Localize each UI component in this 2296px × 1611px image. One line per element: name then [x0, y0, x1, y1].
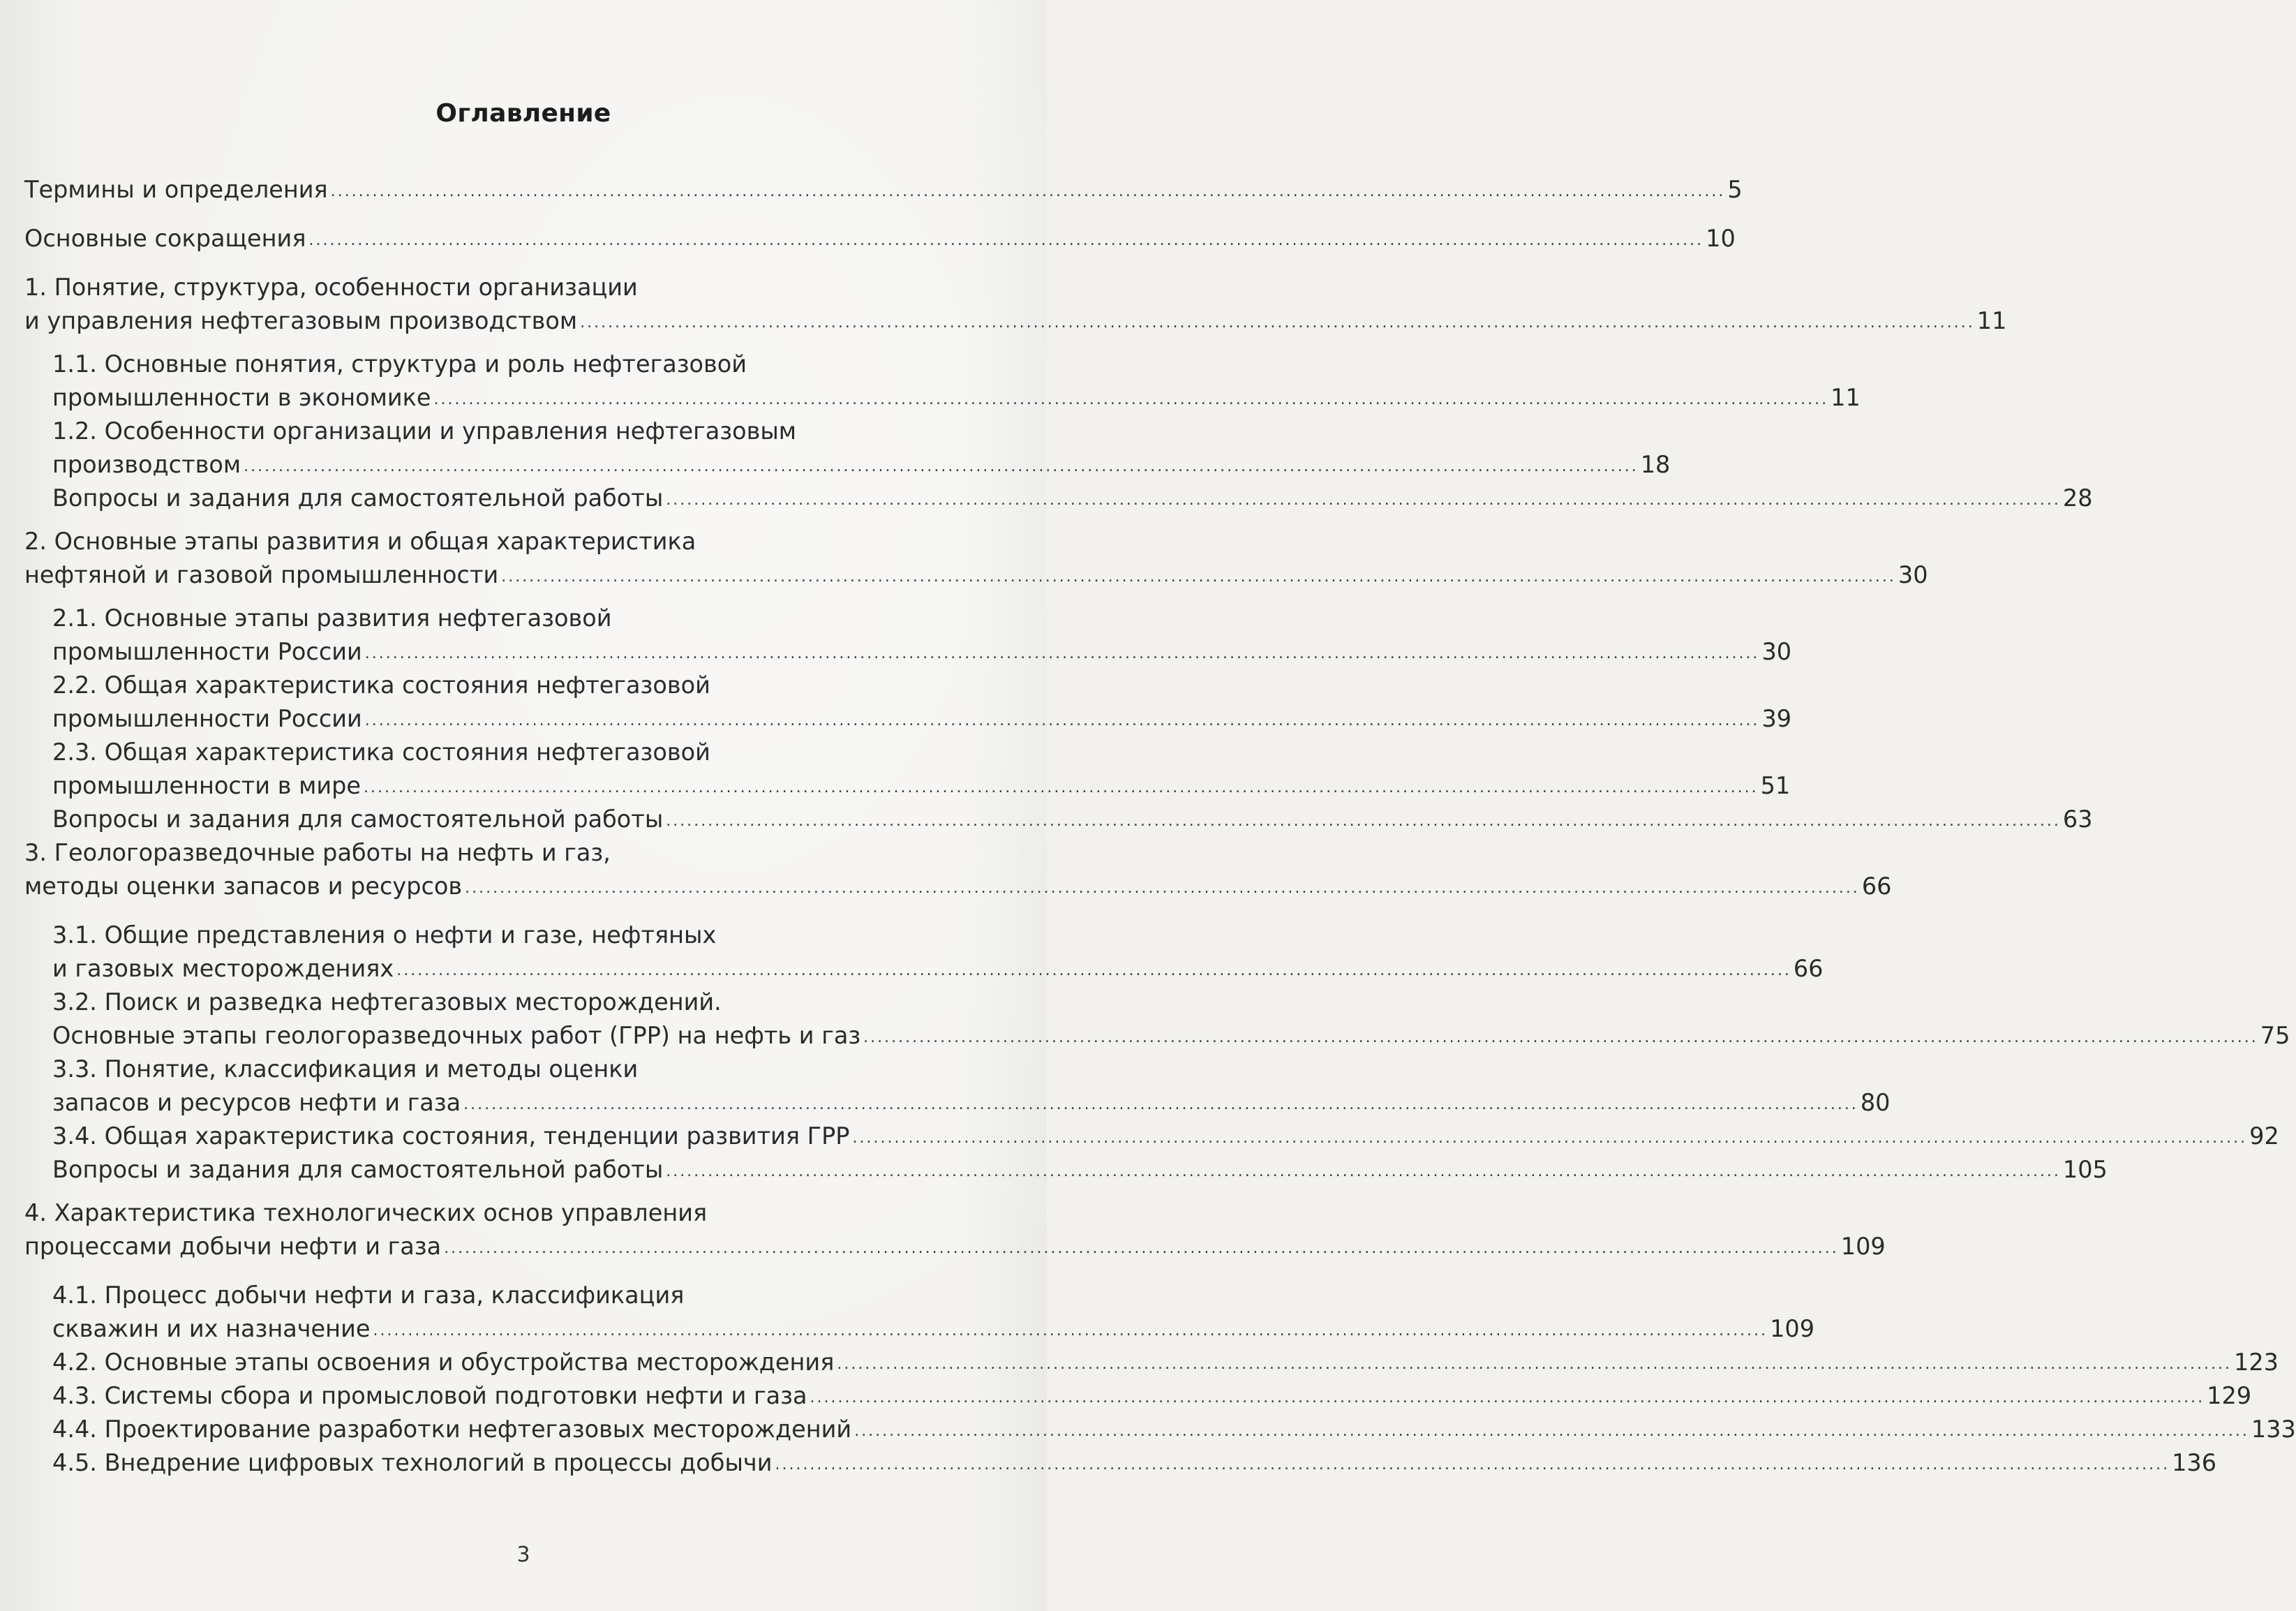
toc-entry-text: 2. Основные этапы развития и общая характеристика — [24, 528, 696, 555]
toc-chapter-4-line-2 — [24, 1230, 1886, 1263]
leader-dots: ........................................................................................................................................................................................................ — [863, 1029, 2258, 1046]
toc-page-number: 109 — [1840, 1233, 1886, 1260]
leader-dots: ........................................................................................................................................................................................................ — [465, 879, 1860, 897]
toc-page-number: 39 — [1761, 705, 1792, 732]
toc-entry-text: Основные этапы геологоразведочных работ (ГРР) на нефть и газ — [52, 1022, 861, 1049]
toc-entry-abbreviations — [24, 222, 1736, 255]
toc-entry-text: 2.2. Общая характеристика состояния нефтегазовой — [52, 671, 710, 699]
toc-page-number: 123 — [2234, 1349, 2279, 1376]
toc-entry-text: промышленности в экономике — [52, 384, 431, 411]
toc-chapter-3-line-1 — [24, 836, 987, 870]
toc-page-number: 28 — [2062, 484, 2093, 512]
leader-dots: ........................................................................................................................................................................................................ — [666, 812, 2061, 830]
toc-section-4-1-line-1 — [24, 1279, 987, 1312]
toc-section-4-5 — [24, 1446, 2217, 1480]
toc-chapter-4-line-1 — [24, 1196, 987, 1230]
toc-entry-text: 4. Характеристика технологических основ управления — [24, 1199, 708, 1226]
toc-entry-text: 1.1. Основные понятия, структура и роль нефтегазовой — [52, 350, 747, 378]
toc-section-3-1-line-1 — [24, 919, 987, 952]
toc-page-number: 18 — [1640, 451, 1671, 478]
toc-section-3-4 — [24, 1120, 2279, 1153]
leader-dots: ........................................................................................................................................................................................................ — [837, 1356, 2232, 1373]
leader-dots: ........................................................................................................................................................................................................ — [810, 1389, 2205, 1406]
toc-section-2-1-line-1 — [24, 602, 987, 635]
toc-entry-text: Вопросы и задания для самостоятельной работы — [52, 1156, 664, 1183]
toc-section-2-3-line-2 — [24, 769, 1791, 803]
toc-section-3-2-line-1 — [24, 986, 987, 1019]
toc-entry-text: 2.3. Общая характеристика состояния нефтегазовой — [52, 738, 710, 766]
toc-entry-text: 3.4. Общая характеристика состояния, тенденции развития ГРР — [52, 1122, 850, 1150]
toc-entry-text: процессами добычи нефти и газа — [24, 1233, 442, 1260]
toc-section-1-2-line-1 — [24, 415, 987, 448]
toc-entry-text: нефтяной и газовой промышленности — [24, 561, 499, 588]
leader-dots: ........................................................................................................................................................................................................ — [444, 1240, 1839, 1257]
toc-section-4-3 — [24, 1379, 2252, 1413]
toc-entry-text: 1. Понятие, структура, особенности организации — [24, 274, 638, 301]
toc-chapter-1-line-2 — [24, 304, 2007, 338]
page-title: Оглавление — [435, 99, 611, 128]
toc-section-2-3-line-1 — [24, 736, 987, 769]
toc-page-number: 109 — [1770, 1315, 1815, 1342]
toc-entry-text: 3.2. Поиск и разведка нефтегазовых месторождений. — [52, 988, 722, 1016]
table-of-contents — [24, 173, 2296, 1480]
toc-entry-text: 3. Геологоразведочные работы на нефть и газ, — [24, 839, 611, 866]
leader-dots: ........................................................................................................................................................................................................ — [580, 314, 1975, 332]
toc-page-number: 80 — [1860, 1089, 1891, 1116]
leader-dots: ........................................................................................................................................................................................................ — [854, 1423, 2249, 1440]
toc-section-2-1-line-2 — [24, 635, 1792, 669]
leader-dots: ........................................................................................................................................................................................................ — [396, 962, 1791, 979]
page-number: 3 — [516, 1543, 530, 1567]
toc-page-number: 66 — [1861, 873, 1892, 900]
toc-entry-text: производством — [52, 451, 241, 478]
leader-dots: ........................................................................................................................................................................................................ — [373, 1322, 1768, 1339]
toc-entry-text: и управления нефтегазовым производством — [24, 307, 578, 334]
leader-dots: ........................................................................................................................................................................................................ — [364, 712, 1760, 729]
toc-page-number: 92 — [2249, 1122, 2279, 1150]
leader-dots: ........................................................................................................................................................................................................ — [244, 458, 1639, 475]
toc-chapter-2-line-1 — [24, 525, 987, 558]
toc-entry-text: Вопросы и задания для самостоятельной работы — [52, 806, 664, 833]
leader-dots: ........................................................................................................................................................................................................ — [501, 568, 1896, 586]
toc-questions-3 — [24, 1153, 2108, 1187]
toc-page-number: 75 — [2260, 1022, 2290, 1049]
toc-page-number: 30 — [1898, 561, 1928, 588]
toc-entry-text: промышленности России — [52, 705, 362, 732]
toc-entry-text: скважин и их назначение — [52, 1315, 371, 1342]
toc-section-4-4 — [24, 1413, 2296, 1446]
toc-page-number: 5 — [1727, 176, 1743, 203]
toc-entry-text: 4.5. Внедрение цифровых технологий в процессы добычи — [52, 1449, 773, 1476]
toc-chapter-1-line-1 — [24, 271, 987, 304]
toc-page-number: 11 — [1831, 384, 1861, 411]
toc-section-4-1-line-2 — [24, 1312, 1815, 1346]
leader-dots: ........................................................................................................................................................................................................ — [330, 183, 1726, 200]
leader-dots: ........................................................................................................................................................................................................ — [364, 779, 1759, 796]
toc-page-number: 129 — [2207, 1382, 2252, 1409]
toc-page-number: 11 — [1976, 307, 2007, 334]
leader-dots: ........................................................................................................................................................................................................ — [775, 1456, 2170, 1473]
toc-section-3-2-line-2 — [24, 1019, 2290, 1053]
toc-section-1-2-line-2 — [24, 448, 1671, 482]
leader-dots: ........................................................................................................................................................................................................ — [364, 645, 1760, 662]
toc-page-number: 105 — [2062, 1156, 2108, 1183]
toc-section-4-2 — [24, 1346, 2279, 1379]
toc-chapter-2-line-2 — [24, 558, 1928, 592]
toc-entry-text: Термины и определения — [24, 176, 328, 203]
toc-section-1-1-line-1 — [24, 348, 987, 381]
toc-entry-text: методы оценки запасов и ресурсов — [24, 873, 463, 900]
toc-entry-text: 4.3. Системы сбора и промысловой подготовки нефти и газа — [52, 1382, 807, 1409]
toc-page-number: 63 — [2062, 806, 2093, 833]
leader-dots: ........................................................................................................................................................................................................ — [666, 491, 2061, 509]
toc-entry-text: Вопросы и задания для самостоятельной работы — [52, 484, 664, 512]
toc-entry-text: промышленности России — [52, 638, 362, 665]
toc-section-3-3-line-2 — [24, 1086, 1891, 1120]
toc-entry-text: и газовых месторождениях — [52, 955, 394, 982]
toc-section-1-1-line-2 — [24, 381, 1861, 415]
toc-questions-1 — [24, 482, 2093, 515]
toc-entry-text: 1.2. Особенности организации и управления нефтегазовым — [52, 417, 797, 445]
toc-entry-text: 3.1. Общие представления о нефти и газе, нефтяных — [52, 921, 717, 949]
toc-page-number: 133 — [2251, 1416, 2296, 1443]
toc-questions-2 — [24, 803, 2093, 836]
toc-entry-text: запасов и ресурсов нефти и газа — [52, 1089, 461, 1116]
toc-section-2-2-line-2 — [24, 702, 1792, 736]
toc-entry-text: 2.1. Основные этапы развития нефтегазовой — [52, 604, 612, 632]
toc-page-number: 51 — [1760, 772, 1791, 799]
toc-section-2-2-line-1 — [24, 669, 987, 702]
leader-dots: ........................................................................................................................................................................................................ — [433, 391, 1829, 408]
toc-page-number: 136 — [2172, 1449, 2217, 1476]
toc-entry-text: 4.2. Основные этапы освоения и обустройства месторождения — [52, 1349, 835, 1376]
toc-entry-text: 4.4. Проектирование разработки нефтегазовых месторождений — [52, 1416, 852, 1443]
toc-entry-text: Основные сокращения — [24, 225, 306, 252]
toc-entry-terms — [24, 173, 1743, 207]
leader-dots: ........................................................................................................................................................................................................ — [308, 232, 1704, 249]
toc-entry-text: промышленности в мире — [52, 772, 361, 799]
leader-dots: ........................................................................................................................................................................................................ — [666, 1163, 2061, 1180]
toc-section-3-3-line-1 — [24, 1053, 987, 1086]
toc-page-number: 30 — [1761, 638, 1792, 665]
toc-chapter-3-line-2 — [24, 870, 1892, 903]
toc-page-number: 10 — [1706, 225, 1736, 252]
toc-page-number: 66 — [1793, 955, 1824, 982]
toc-section-3-1-line-2 — [24, 952, 1824, 986]
toc-entry-text: 4.1. Процесс добычи нефти и газа, классификация — [52, 1282, 685, 1309]
leader-dots: ........................................................................................................................................................................................................ — [852, 1129, 2248, 1147]
toc-entry-text: 3.3. Понятие, классификация и методы оценки — [52, 1055, 639, 1083]
leader-dots: ........................................................................................................................................................................................................ — [463, 1096, 1858, 1113]
